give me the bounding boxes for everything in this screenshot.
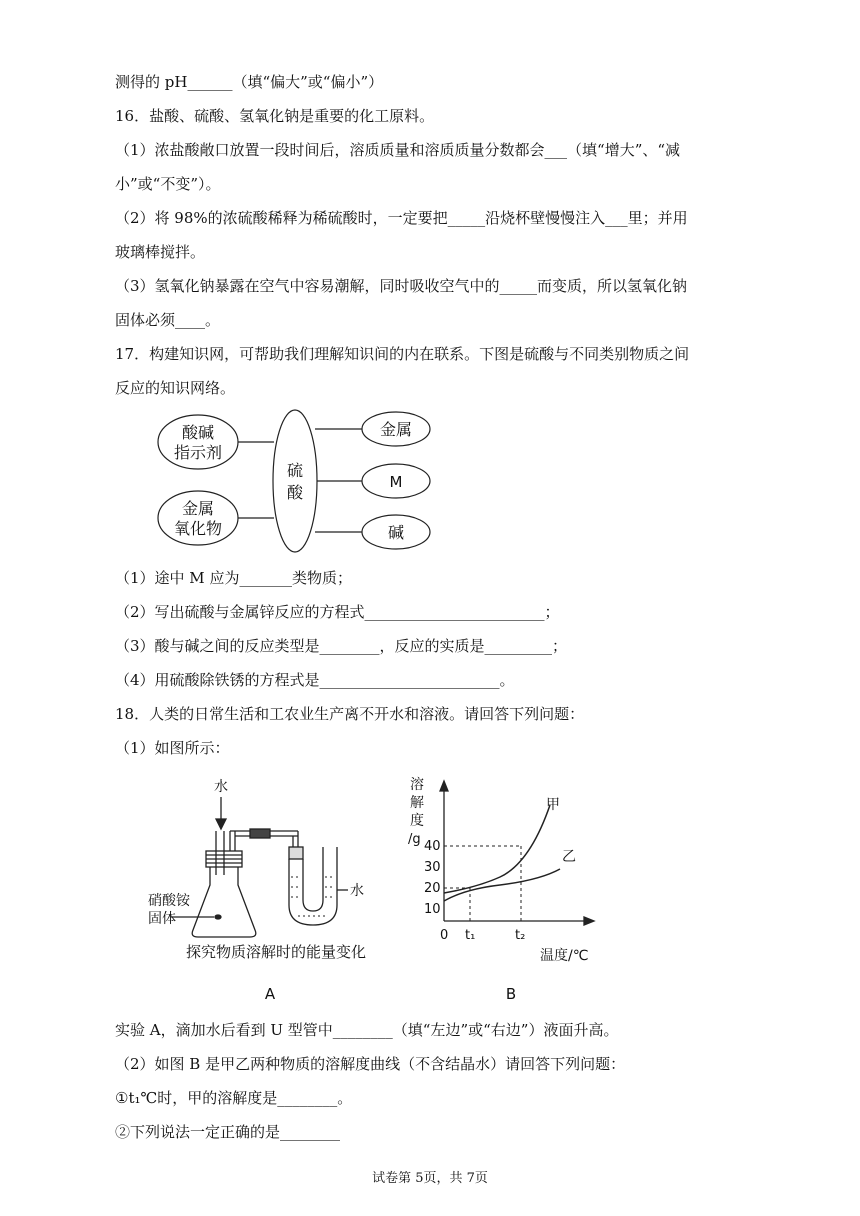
figure-b-solubility-chart [400, 775, 600, 1005]
y-tick-10: 10 [424, 902, 441, 917]
y-axis-label-unit: /g [408, 832, 421, 847]
node-indicator-label-2: 指示剂 [173, 443, 223, 462]
question-17-part-3: （3）酸与碱之间的反应类型是________，反应的实质是_________； [115, 637, 568, 655]
node-indicator-label-1: 酸碱 [181, 423, 215, 442]
question-17-stem: 17．构建知识网，可帮助我们理解知识间的内在联系。下图是硫酸与不同类别物质之间 [115, 345, 690, 363]
figure-a-caption: 探究物质溶解时的能量变化 [186, 943, 367, 961]
ammonium-nitrate-label-2: 固体 [148, 911, 176, 927]
question-18-part-2-2: ②下列说法一定正确的是________ [115, 1123, 341, 1141]
question-16-stem: 16．盐酸、硫酸、氢氧化钠是重要的化工原料。 [115, 107, 435, 125]
x-axis-label: 温度/℃ [540, 948, 589, 964]
question-16-part-1-cont: 小”或“不变”）。 [115, 175, 221, 193]
question-16-part-3-cont: 固体必须____。 [115, 311, 221, 329]
question-17-part-2: （2）写出硫酸与金属锌反应的方程式________________________； [115, 603, 560, 621]
question-18-part-1: （1）如图所示： [115, 739, 230, 757]
y-axis-label-1: 溶 [410, 777, 424, 793]
question-18-part-1-a: 实验 A，滴加水后看到 U 型管中________（填“左边”或“右边”）液面升高。 [115, 1021, 619, 1039]
question-16-part-2: （2）将 98%的浓硫酸稀释为稀硫酸时，一定要把_____沿烧杯壁慢慢注入___里；并用 [115, 209, 688, 227]
node-base-label: 碱 [387, 523, 405, 542]
question-17-stem-cont: 反应的知识网络。 [115, 379, 236, 397]
ammonium-nitrate-label-1: 硝酸铵 [148, 893, 190, 909]
question-16-part-1: （1）浓盐酸敞口放置一段时间后，溶质质量和溶质质量分数都会___（填“增大”、“减 [115, 141, 681, 159]
node-metal-oxide-label-1: 金属 [181, 499, 215, 518]
origin-label: 0 [440, 928, 449, 943]
series-label-jia: 甲 [546, 797, 560, 813]
node-metal-label: 金属 [379, 420, 413, 439]
sulfuric-acid-network-diagram [150, 408, 440, 558]
node-sulfuric-acid-label-1: 硫 [286, 461, 304, 480]
figure-a-letter: A [264, 985, 276, 1003]
y-tick-30: 30 [424, 860, 441, 875]
figure-a-apparatus [148, 775, 398, 1005]
question-16-part-2-cont: 玻璃棒搅拌。 [115, 243, 206, 261]
water-label: 水 [214, 779, 228, 795]
node-m-label: M [389, 473, 403, 491]
text-line: 测得的 pH______（填“偏大”或“偏小”） [115, 73, 384, 91]
x-tick-t2: t₂ [515, 928, 526, 943]
node-metal-oxide-label-2: 氧化物 [173, 519, 223, 538]
y-tick-20: 20 [424, 881, 441, 896]
question-18-part-2-1: ①t₁℃时，甲的溶解度是________。 [115, 1089, 353, 1107]
question-17-part-1: （1）途中 M 应为_______类物质； [115, 569, 352, 587]
y-tick-40: 40 [424, 839, 441, 854]
question-18-stem: 18．人类的日常生活和工农业生产离不开水和溶液。请回答下列问题： [115, 705, 585, 723]
y-axis-label-3: 度 [410, 813, 424, 829]
u-tube-water-label: 水 [350, 883, 364, 899]
node-sulfuric-acid-label-2: 酸 [286, 483, 304, 502]
figure-b-letter: B [505, 985, 517, 1003]
page-footer: 试卷第 5页，共 7页 [372, 1171, 488, 1186]
series-label-yi: 乙 [562, 849, 576, 865]
question-16-part-3: （3）氢氧化钠暴露在空气中容易潮解，同时吸收空气中的_____而变质，所以氢氧化钠 [115, 277, 688, 295]
x-tick-t1: t₁ [465, 928, 476, 943]
question-18-part-2: （2）如图 B 是甲乙两种物质的溶解度曲线（不含结晶水）请回答下列问题： [115, 1055, 626, 1073]
question-17-part-4: （4）用硫酸除铁锈的方程式是________________________。 [115, 671, 515, 689]
y-axis-label-2: 解 [410, 795, 424, 811]
